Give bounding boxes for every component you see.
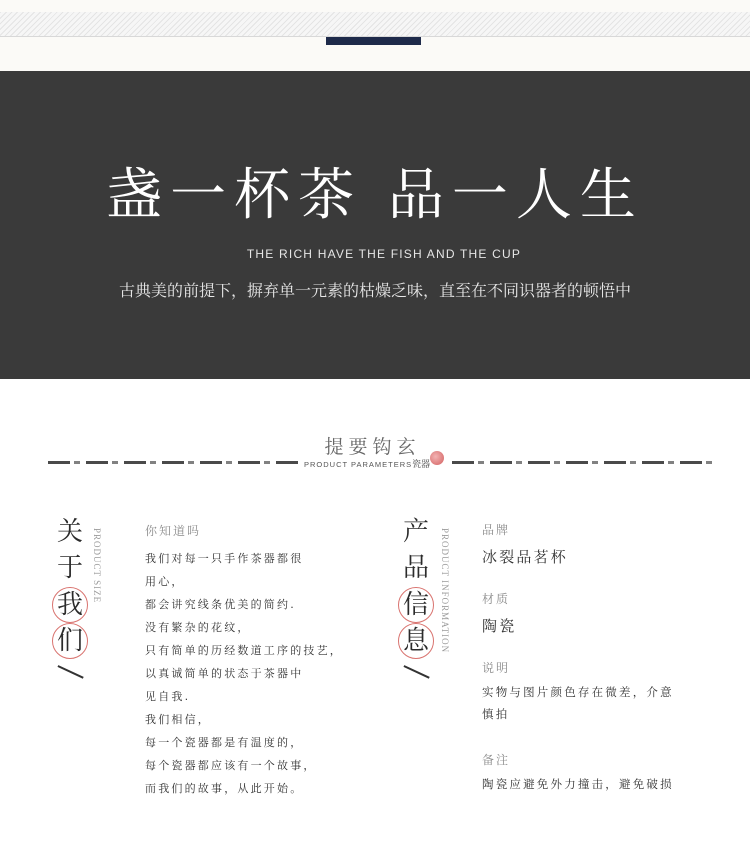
note-label: 说明 [482, 661, 511, 675]
product-heading [398, 515, 438, 677]
material-label: 材质 [482, 592, 511, 606]
about-vertical-label: PRODUCT SIZE [92, 528, 102, 604]
note-value-line: 实物与图片颜色存在微差，介意 [482, 685, 674, 699]
about-line: 用心， [145, 575, 185, 588]
about-line: 我们对每一只手作茶器都很 [145, 552, 304, 565]
top-hatch-pattern [0, 12, 750, 36]
about-heading-char: 们 [52, 623, 88, 659]
brand-field [482, 521, 568, 567]
material-value: 陶瓷 [482, 617, 517, 635]
section-title: 提要钩玄 [324, 436, 421, 458]
about-heading-char: 于 [56, 553, 83, 583]
remark-value: 陶瓷应避免外力撞击，避免破损 [482, 777, 674, 791]
about-line: 而我们的故事，从此开始。 [145, 782, 304, 795]
product-heading-char: 息 [398, 623, 434, 659]
product-heading-char: 品 [402, 553, 429, 583]
section-rule-left [48, 461, 300, 464]
about-line: 没有繁杂的花纹， [145, 621, 251, 634]
banner-description: 古典美的前提下，摒弃单一元素的枯燥乏味，直至在不同识器者的顿悟中 [118, 281, 631, 300]
product-vertical-label: PRODUCT INFORMATION [440, 528, 450, 654]
section-subtitle-cn: 瓷器 [412, 460, 431, 470]
about-line: 都会讲究线条优美的简约. [145, 598, 296, 611]
note-value-line: 慎拍 [482, 707, 510, 721]
about-heading-char: 关 [56, 517, 83, 547]
about-line: 见自我. [145, 690, 191, 703]
remark-label: 备注 [482, 753, 511, 767]
section-rule-right [452, 461, 718, 464]
section-subtitle-en: PRODUCT PARAMETERS [304, 460, 413, 469]
banner-subtitle: THE RICH HAVE THE FISH AND THE CUP [246, 247, 522, 261]
brand-label: 品牌 [482, 523, 511, 537]
about-heading-char: 我 [52, 587, 88, 623]
about-line: 每个瓷器都应该有一个故事， [145, 759, 317, 772]
banner-title: 盏一杯茶 品一人生 [106, 163, 644, 228]
top-strip [0, 0, 750, 71]
about-question: 你知道吗 [145, 524, 202, 538]
top-navy-tab [326, 37, 421, 45]
slash-decoration [52, 659, 88, 677]
note-field [482, 659, 674, 725]
seal-icon [430, 451, 444, 465]
section-subtitle [304, 457, 444, 470]
slash-decoration [398, 659, 434, 677]
about-text [145, 549, 343, 802]
product-heading-char: 信 [398, 587, 434, 623]
about-line: 我们相信， [145, 713, 211, 726]
material-field [482, 590, 516, 636]
product-heading-char: 产 [402, 517, 429, 547]
about-line: 每一个瓷器都是有温度的， [145, 736, 304, 749]
brand-value: 冰裂品茗杯 [482, 548, 569, 566]
about-heading [52, 515, 92, 677]
remark-field [482, 751, 674, 795]
hero-banner [0, 71, 750, 379]
about-line: 以真诚简单的状态于茶器中 [145, 667, 304, 680]
about-line: 只有简单的历经数道工序的技艺， [145, 644, 343, 657]
note-value [482, 681, 674, 725]
